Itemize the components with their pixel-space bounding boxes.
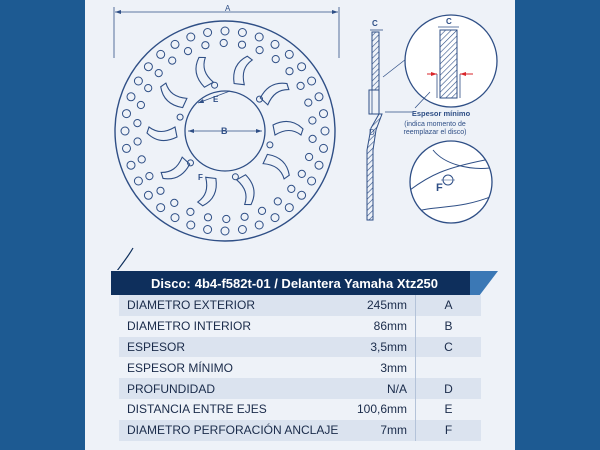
vent-hole [184,48,191,55]
spec-value: 7mm [380,423,407,438]
label-b: B [221,126,228,136]
cooling-slot [147,127,177,140]
bolt-hole [232,174,238,180]
vent-hole [127,161,135,169]
vent-hole [309,117,316,124]
spec-code: B [415,316,481,337]
vent-hole [204,226,212,234]
vent-hole [171,40,179,48]
vent-hole [315,161,323,169]
spec-code: A [415,295,481,316]
vent-hole [308,177,316,185]
label-d: D [369,128,375,137]
vent-hole [285,204,293,212]
vent-hole [121,127,129,135]
vent-hole [315,93,323,101]
anchor-hole-detail [410,141,495,223]
vent-hole [255,221,263,229]
thickness-detail [405,15,497,108]
vent-hole [204,29,212,37]
vent-hole [241,213,248,220]
vent-hole [297,82,304,89]
vent-hole [144,63,152,71]
vent-hole [134,77,142,85]
decorative-swoosh [105,248,133,270]
spec-value: 100,6mm [356,402,407,417]
spec-row [119,316,481,337]
spec-label: PROFUNDIDAD [127,381,216,396]
vent-hole [298,170,305,177]
vent-hole [157,204,165,212]
disc-front-view [115,21,335,241]
spec-table [119,295,481,441]
spec-code: F [415,420,481,441]
vent-hole [221,227,229,235]
spec-value: 3mm [380,360,407,375]
vent-hole [123,144,131,152]
vent-hole [258,207,265,214]
spec-code: C [415,337,481,358]
dimension-a [114,4,339,58]
vent-hole [187,221,195,229]
spec-code: E [415,399,481,420]
vent-hole [272,56,279,63]
cooling-slot [261,152,293,181]
vent-hole [320,110,328,118]
vent-hole [187,208,194,215]
vent-hole [171,199,178,206]
vent-hole [286,68,293,75]
vent-hole [256,47,263,54]
vent-hole [204,214,211,221]
min-thickness-note-2: reemplazar el disco) [403,129,467,136]
spec-code: D [415,378,481,399]
vent-hole [309,135,316,142]
vent-hole [285,50,293,58]
vent-hole [138,156,145,163]
spec-value: 245mm [366,298,407,313]
cooling-slot [192,56,214,89]
product-card [85,0,515,450]
vent-hole [238,41,245,48]
vent-hole [306,153,313,160]
label-c: C [372,19,378,28]
vent-hole [220,39,227,46]
vent-hole [146,173,153,180]
bolt-hole [212,82,218,88]
vent-hole [145,85,152,92]
vent-hole [321,127,329,135]
title-accent [470,271,498,295]
spec-label: ESPESOR [127,339,186,354]
vent-hole [271,40,279,48]
vent-hole [134,120,141,127]
spec-row [119,357,481,378]
vent-hole [238,226,246,234]
spec-value: 86mm [373,319,407,334]
label-a: A [225,4,231,13]
left-blue-band [0,0,85,450]
right-blue-band [515,0,600,450]
vent-hole [255,33,263,41]
spec-label: DIAMETRO EXTERIOR [127,298,256,313]
spec-label: DIAMETRO INTERIOR [127,319,252,334]
spec-row [119,337,481,358]
vent-hole [298,191,306,199]
bolt-hole [177,114,183,120]
min-thickness-note-1: (indica momento de [404,121,466,128]
vent-hole [221,27,229,35]
vent-hole [223,215,230,222]
vent-hole [298,63,306,71]
spec-code [415,357,481,378]
bolt-hole [267,142,273,148]
min-thickness-title: Espesor mínimo [411,109,471,118]
spec-row [119,399,481,420]
spec-label: DISTANCIA ENTRE EJES [127,402,267,417]
cooling-slot [258,77,290,106]
spec-row [119,378,481,399]
vent-hole [238,29,246,37]
spec-label: DIAMETRO PERFORACIÓN ANCLAJE [127,423,339,438]
vent-hole [305,99,312,106]
vent-hole [157,50,165,58]
spec-value: N/A [386,381,407,396]
vent-hole [155,70,162,77]
cooling-slot [273,122,303,135]
product-title: 4b4-f582t-01 / Delantera Yamaha Xtz250 [194,275,439,291]
cooling-slot [231,54,253,87]
vent-hole [144,191,152,199]
vent-hole [169,57,176,64]
spec-value: 3,5mm [370,339,407,354]
spec-row [119,295,481,316]
product-title-bar [111,271,473,295]
vent-hole [137,101,144,108]
vent-hole [134,177,142,185]
cooling-slot [236,174,258,207]
label-f: F [198,173,203,182]
vent-hole [320,144,328,152]
vent-hole [202,42,209,49]
vent-hole [308,77,316,85]
label-c-detail: C [446,17,452,26]
title-prefix: Disco: [151,275,191,291]
vent-hole [274,198,281,205]
vent-hole [134,138,141,145]
label-e: E [213,95,219,104]
cooling-slot [156,82,188,111]
vent-hole [171,214,179,222]
spec-label: ESPESOR MÍNIMO [127,360,234,375]
cooling-slot [160,156,192,185]
vent-hole [157,187,164,194]
spec-row [119,420,481,441]
disc-technical-drawing [85,0,515,270]
vent-hole [271,214,279,222]
vent-hole [123,110,131,118]
vent-hole [127,93,135,101]
vent-hole [187,33,195,41]
label-f-detail: F [436,182,443,194]
vent-hole [288,185,295,192]
